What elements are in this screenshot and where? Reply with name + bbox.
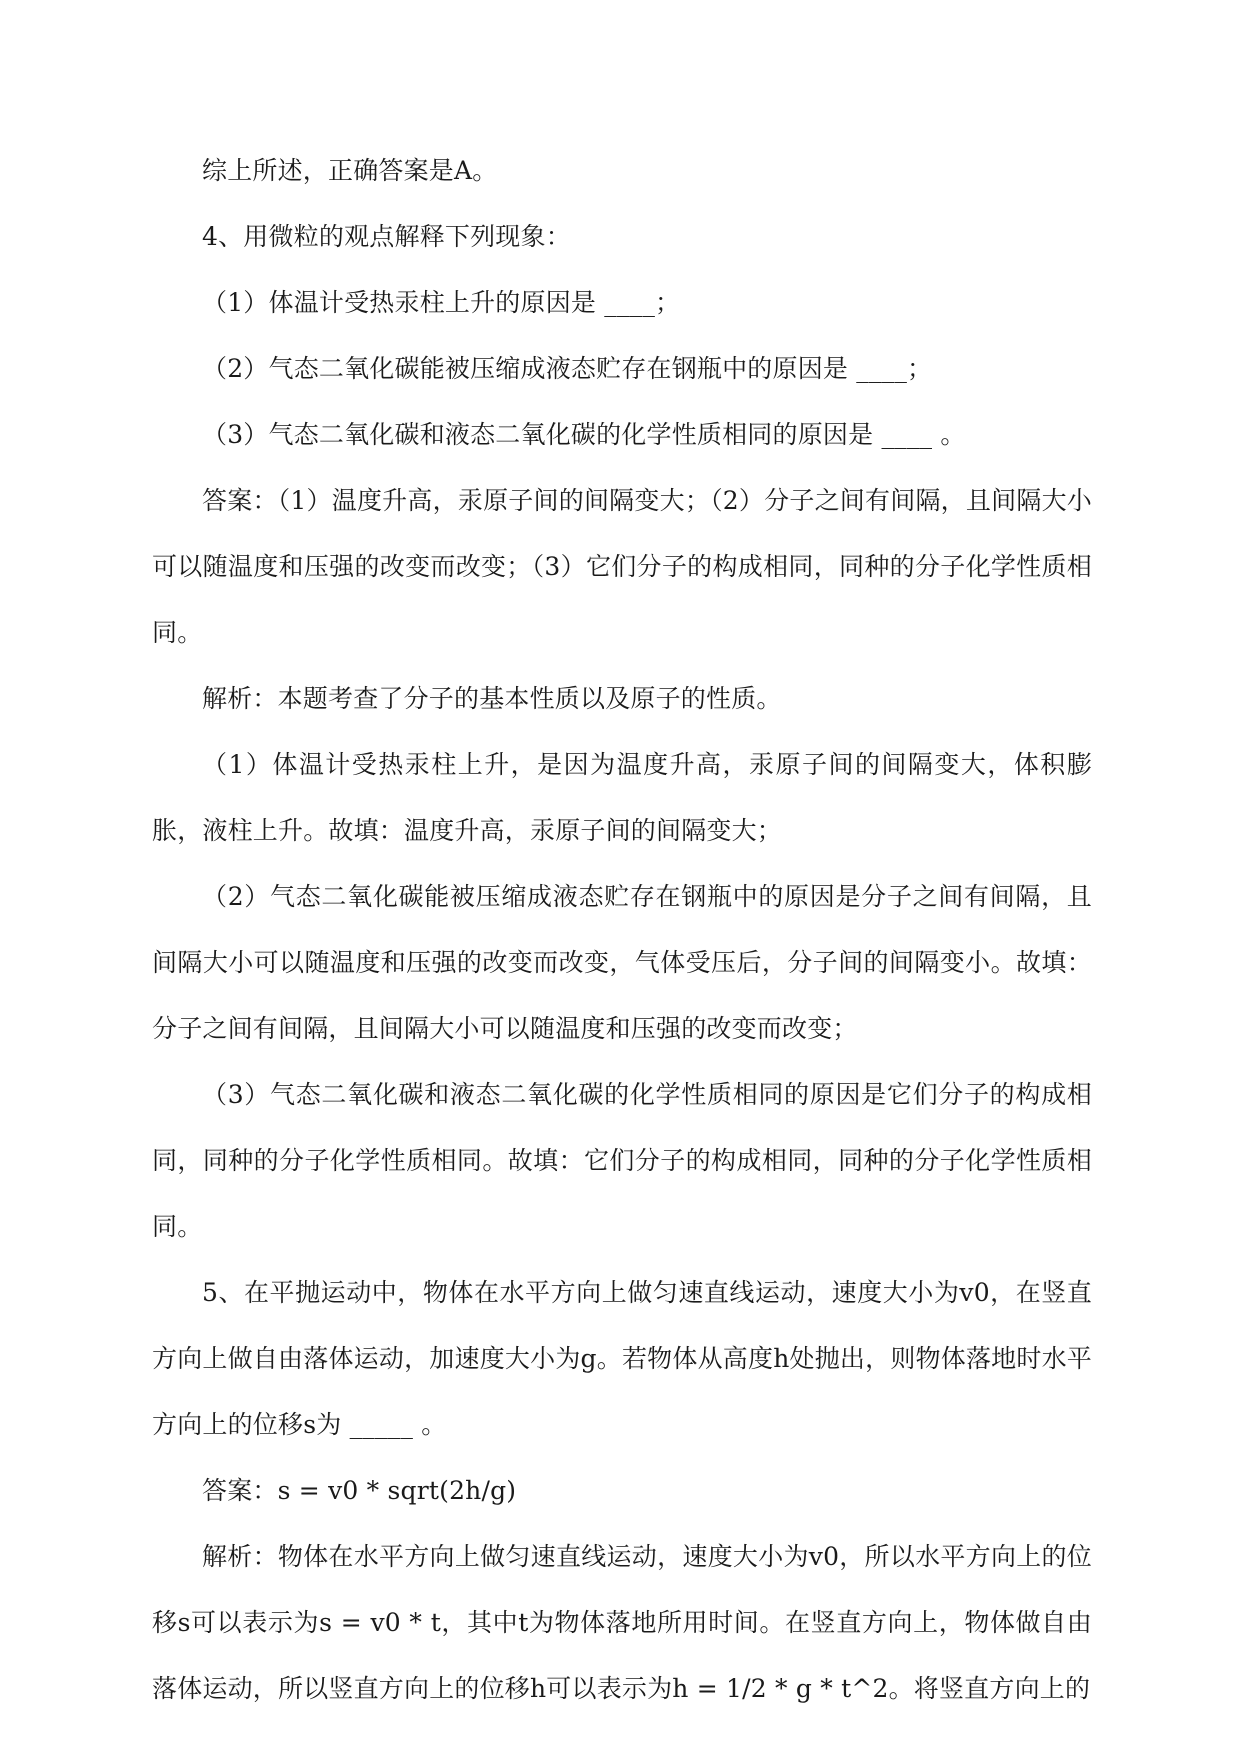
question-4-stem: 4、用微粒的观点解释下列现象： bbox=[202, 222, 571, 251]
question-4-answer: 答案：（1）温度升高，汞原子间的间隔变大；（2）分子之间有间隔，且间隔大小可以随温度和压强的改变而改变；（3）它们分子的构成相同，同种的分子化学性质相同。 bbox=[152, 486, 1092, 647]
question-5-answer: 答案：s = v0 * sqrt(2h/g) bbox=[202, 1476, 517, 1505]
question-5-analysis: 解析：物体在水平方向上做匀速直线运动，速度大小为v0，所以水平方向上的位移s可以表示为s = v0 * t，其中t为物体落地所用时间。在竖直方向上，物体做自由落体运动，所以竖直方向上的位移h可以表示为h = 1/2 * g * t^2。将竖直方向上的 bbox=[152, 1542, 1092, 1703]
question-4-analysis-2: （2）气态二氧化碳能被压缩成液态贮存在钢瓶中的原因是分子之间有间隔，且间隔大小可以随温度和压强的改变而改变，气体受压后，分子间的间隔变小。故填：分子之间有间隔，且间隔大小可以随温度和压强的改变而改变； bbox=[152, 882, 1092, 1043]
question-4-part-2: （2）气态二氧化碳能被压缩成液态贮存在钢瓶中的原因是 ____； bbox=[202, 354, 933, 383]
question-5-stem: 5、在平抛运动中，物体在水平方向上做匀速直线运动，速度大小为v0，在竖直方向上做自由落体运动，加速度大小为g。若物体从高度h处抛出，则物体落地时水平方向上的位移s为 _____ 。 bbox=[152, 1278, 1092, 1439]
question-4-analysis-3: （3）气态二氧化碳和液态二氧化碳的化学性质相同的原因是它们分子的构成相同，同种的分子化学性质相同。故填：它们分子的构成相同，同种的分子化学性质相同。 bbox=[152, 1080, 1092, 1241]
question-4-analysis-intro: 解析：本题考查了分子的基本性质以及原子的性质。 bbox=[202, 684, 782, 713]
question-4-part-3: （3）气态二氧化碳和液态二氧化碳的化学性质相同的原因是 ____ 。 bbox=[202, 420, 966, 449]
conclusion-text: 综上所述，正确答案是A。 bbox=[202, 156, 498, 185]
question-4-analysis-1: （1）体温计受热汞柱上升，是因为温度升高，汞原子间的间隔变大，体积膨胀，液柱上升。故填：温度升高，汞原子间的间隔变大； bbox=[152, 750, 1092, 845]
document-page bbox=[152, 138, 1092, 1722]
question-4-part-1: （1）体温计受热汞柱上升的原因是 ____； bbox=[202, 288, 681, 317]
